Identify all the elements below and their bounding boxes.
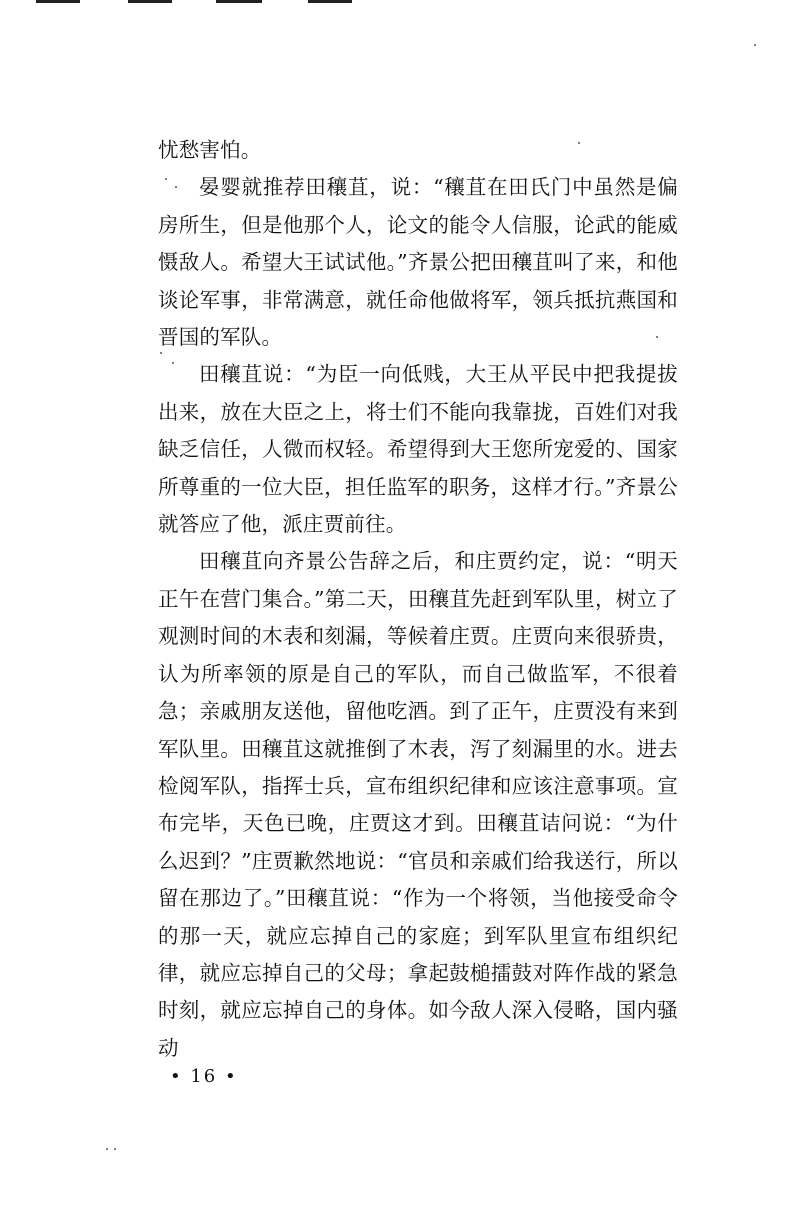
scan-speck — [656, 336, 658, 338]
body-text — [158, 132, 678, 1067]
paragraph-1: 忧愁害怕。 — [158, 138, 262, 162]
scan-speck — [160, 352, 162, 354]
paragraph-4: 田穰苴向齐景公告辞之后，和庄贾约定，说：“明天正午在营门集合。”第二天，田穰苴先赶到军队里，树立了观测时间的木表和刻漏，等候着庄贾。庄贾向来很骄贵，认为所率领的原是自己的军队，而自己做监军，不很着急；亲戚朋友送他，留他吃酒。到了正午，庄贾没有来到军队里。田穰苴这就推倒了木表，泻了刻漏里的水。进去检阅军队，指挥士兵，宣布组织纪律和应该注意事项。宣布完毕，天色已晚，庄贾这才到。田穰苴诘问说：“为什么迟到？”庄贾歉然地说：“官员和亲戚们给我送行，所以留在那边了。”田穰苴说：“作为一个将领，当他接受命令的那一天，就应忘掉自己的家庭；到军队里宣布组织纪律，就应忘掉自己的父母；拿起鼓槌擂鼓对阵作战的紧急时刻，就应忘掉自己的身体。如今敌人深入侵略，国内骚动 — [158, 549, 678, 1060]
scan-speck — [754, 44, 756, 46]
scan-speck — [114, 1148, 116, 1150]
scan-speck — [106, 1148, 108, 1150]
top-rule-1 — [36, 0, 80, 3]
scan-speck — [165, 178, 167, 180]
top-rule-2 — [128, 0, 172, 3]
paragraph-3: 田穰苴说：“为臣一向低贱，大王从平民中把我提拔出来，放在大臣之上，将士们不能向我靠拢，百姓们对我缺乏信任，人微而权轻。希望得到大王您所宠爱的、国家所尊重的一位大臣，担任监军的职务，这样才行。”齐景公就答应了他，派庄贾前往。 — [158, 362, 678, 537]
scan-speck — [578, 142, 580, 144]
paragraph-2: 晏婴就推荐田穰苴，说：“穰苴在田氏门中虽然是偏房所生，但是他那个人，论文的能令人信服，论武的能威慑敌人。希望大王试试他。”齐景公把田穰苴叫了来，和他谈论军事，非常满意，就任命他做将军，领兵抵抗燕国和晋国的军队。 — [158, 175, 678, 350]
top-rule-4 — [308, 0, 352, 3]
scan-speck — [172, 362, 174, 364]
top-rule-3 — [216, 0, 262, 3]
scan-speck — [175, 186, 177, 188]
page-number: • 16 • — [170, 1066, 238, 1087]
